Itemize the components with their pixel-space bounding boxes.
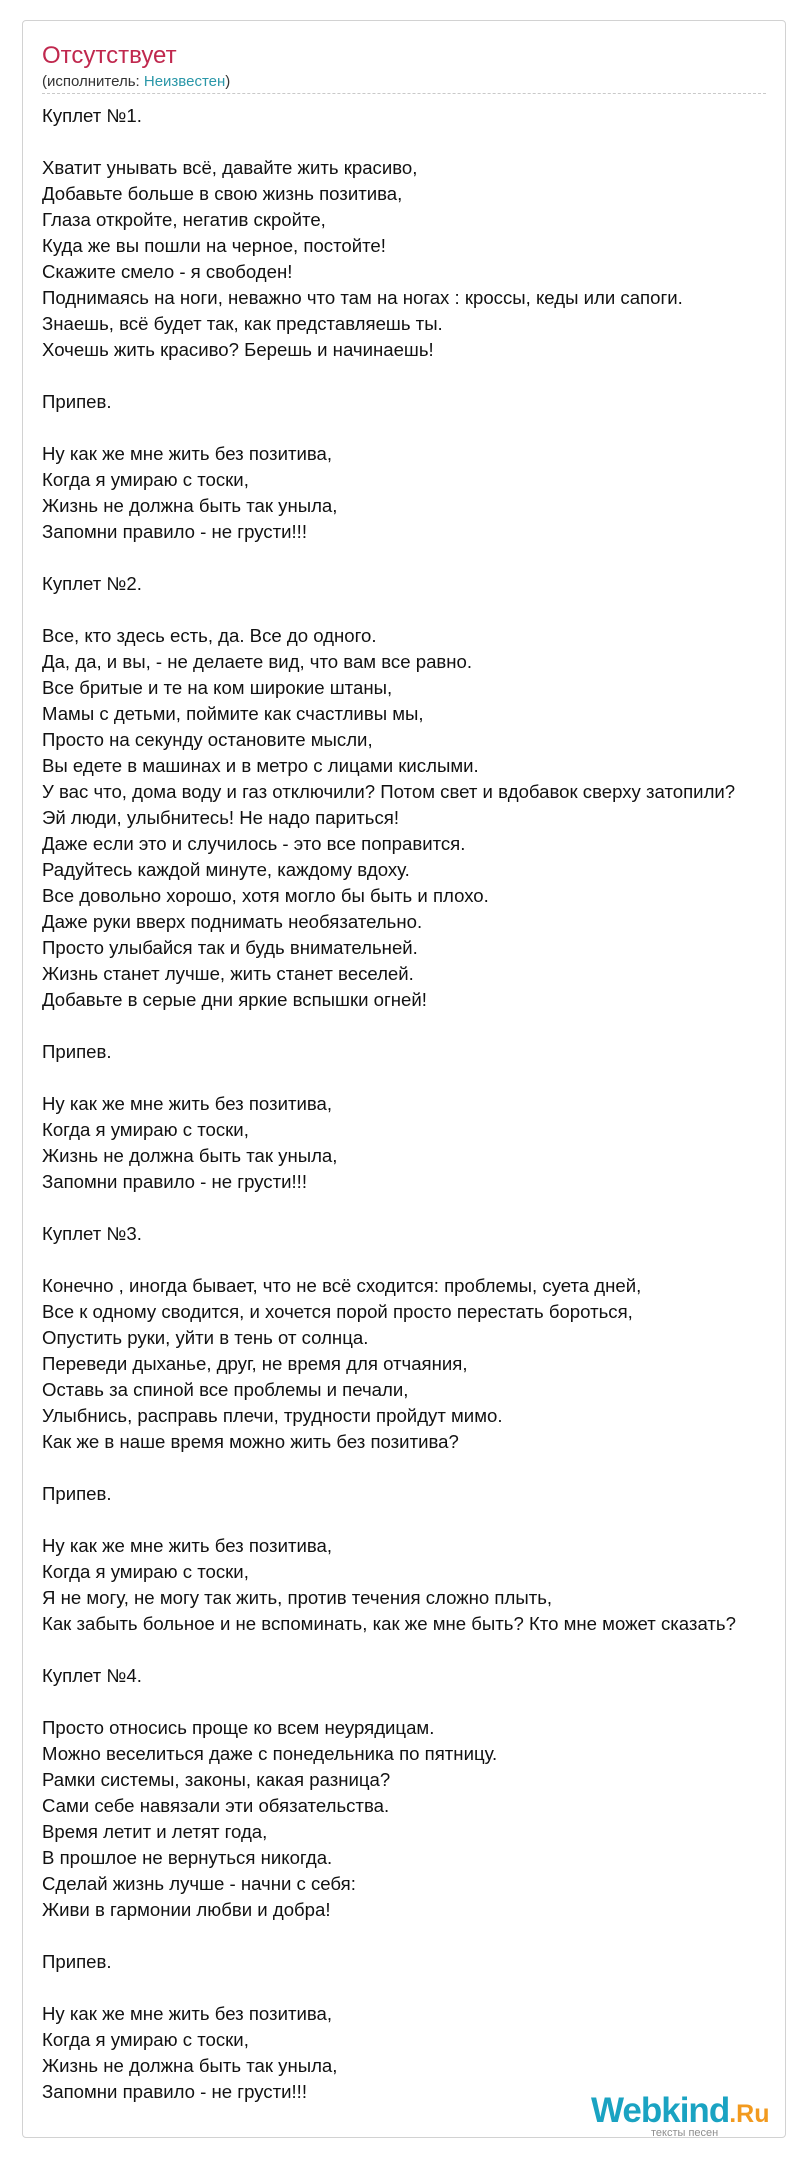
lyric-blank-line	[42, 363, 808, 389]
lyric-line: Как же в наше время можно жить без позитива?	[42, 1431, 459, 1452]
lyric-line: Глаза откройте, негатив скройте,	[42, 209, 326, 230]
lyric-line: Ну как же мне жить без позитива,	[42, 1535, 333, 1556]
lyric-blank-line	[42, 1455, 808, 1481]
lyric-line: Когда я умираю с тоски,	[42, 469, 249, 490]
lyric-line: Куда же вы пошли на черное, постойте!	[42, 235, 386, 256]
lyric-line: Ну как же мне жить без позитива,	[42, 2003, 333, 2024]
performer-suffix: )	[225, 73, 231, 90]
lyric-line: Знаешь, всё будет так, как представляешь ты.	[42, 313, 443, 334]
lyric-blank-line	[42, 1013, 808, 1039]
lyric-line: Запомни правило - не грусти!!!	[42, 521, 307, 542]
lyric-line: Все, кто здесь есть, да. Все до одного.	[42, 625, 377, 646]
lyric-blank-line	[42, 545, 808, 571]
lyric-line: Скажите смело - я свободен!	[42, 261, 293, 282]
lyric-line: Сами себе навязали эти обязательства.	[42, 1795, 390, 1816]
lyric-line: Жизнь станет лучше, жить станет веселей.	[42, 963, 414, 984]
lyric-line: Я не могу, не могу так жить, против течения сложно плыть,	[42, 1587, 553, 1608]
performer-prefix: (исполнитель:	[42, 73, 144, 90]
lyric-line: Поднимаясь на ноги, неважно что там на ногах : кроссы, кеды или сапоги.	[42, 287, 683, 308]
lyric-line: Когда я умираю с тоски,	[42, 1561, 249, 1582]
lyric-line: Когда я умираю с тоски,	[42, 1119, 249, 1140]
lyric-line: Как забыть больное и не вспоминать, как же мне быть? Кто мне может сказать?	[42, 1613, 736, 1634]
lyric-line: Все бритые и те на ком широкие штаны,	[42, 677, 393, 698]
lyric-line: Оставь за спиной все проблемы и печали,	[42, 1379, 409, 1400]
lyric-blank-line	[42, 1507, 808, 1533]
logo-wordmark: Webkind	[591, 2091, 730, 2130]
lyric-line: Вы едете в машинах и в метро с лицами кислыми.	[42, 755, 479, 776]
lyric-line: Время летит и летят года,	[42, 1821, 268, 1842]
lyric-line: Куплет №3.	[42, 1223, 142, 1244]
lyric-line: Добавьте в серые дни яркие вспышки огней!	[42, 989, 427, 1010]
lyric-line: Куплет №2.	[42, 573, 142, 594]
lyric-line: Когда я умираю с тоски,	[42, 2029, 249, 2050]
lyric-line: Припев.	[42, 1483, 112, 1504]
lyric-line: Все довольно хорошо, хотя могло бы быть и плохо.	[42, 885, 489, 906]
lyric-line: В прошлое не вернуться никогда.	[42, 1847, 333, 1868]
lyric-line: Да, да, и вы, - не делаете вид, что вам все равно.	[42, 651, 473, 672]
lyric-blank-line	[42, 1975, 808, 2001]
performer-line	[42, 73, 230, 91]
lyric-blank-line	[42, 1689, 808, 1715]
lyric-line: Даже если это и случилось - это все поправится.	[42, 833, 466, 854]
lyric-line: У вас что, дома воду и газ отключили? Потом свет и вдобавок сверху затопили?	[42, 781, 736, 802]
lyric-blank-line	[42, 1065, 808, 1091]
lyric-blank-line	[42, 1195, 808, 1221]
lyric-line: Живи в гармонии любви и добра!	[42, 1899, 331, 1920]
lyric-line: Хватит унывать всё, давайте жить красиво,	[42, 157, 418, 178]
lyric-line: Улыбнись, расправь плечи, трудности пройдут мимо.	[42, 1405, 503, 1426]
logo-tagline: тексты песен	[651, 2127, 719, 2139]
lyric-line: Жизнь не должна быть так уныла,	[42, 2055, 338, 2076]
lyric-line: Опустить руки, уйти в тень от солнца.	[42, 1327, 369, 1348]
site-logo[interactable]	[591, 2091, 770, 2139]
lyric-line: Можно веселиться даже с понедельника по пятницу.	[42, 1743, 498, 1764]
lyric-line: Радуйтесь каждой минуте, каждому вдоху.	[42, 859, 410, 880]
lyric-line: Все к одному сводится, и хочется порой просто перестать бороться,	[42, 1301, 633, 1322]
lyric-blank-line	[42, 597, 808, 623]
lyric-line: Даже руки вверх поднимать необязательно.	[42, 911, 423, 932]
lyric-line: Ну как же мне жить без позитива,	[42, 1093, 333, 1114]
lyric-line: Просто на секунду остановите мысли,	[42, 729, 373, 750]
lyric-blank-line	[42, 415, 808, 441]
lyric-line: Рамки системы, законы, какая разница?	[42, 1769, 391, 1790]
lyric-line: Жизнь не должна быть так уныла,	[42, 1145, 338, 1166]
artist-link[interactable]: Неизвестен	[143, 73, 226, 90]
lyric-line: Припев.	[42, 1041, 112, 1062]
lyric-line: Куплет №1.	[42, 105, 142, 126]
lyric-line: Конечно , иногда бывает, что не всё сходится: проблемы, суета дней,	[42, 1275, 642, 1296]
song-title: Отсутствует	[42, 42, 177, 69]
lyric-line: Жизнь не должна быть так уныла,	[42, 495, 338, 516]
lyric-blank-line	[42, 1923, 808, 1949]
lyric-line: Просто улыбайся так и будь внимательней.	[42, 937, 418, 958]
lyric-line: Припев.	[42, 1951, 112, 1972]
lyric-line: Запомни правило - не грусти!!!	[42, 1171, 307, 1192]
logo-domain-suffix: .Ru	[729, 2100, 770, 2128]
lyric-line: Переведи дыханье, друг, не время для отчаяния,	[42, 1353, 468, 1374]
lyric-line: Запомни правило - не грусти!!!	[42, 2081, 307, 2102]
lyric-line: Припев.	[42, 391, 112, 412]
lyric-line: Хочешь жить красиво? Берешь и начинаешь!	[42, 339, 434, 360]
lyric-blank-line	[42, 129, 808, 155]
lyric-blank-line	[42, 1247, 808, 1273]
lyric-line: Просто относись проще ко всем неурядицам.	[42, 1717, 435, 1738]
title-divider	[42, 93, 766, 94]
lyric-line: Мамы с детьми, поймите как счастливы мы,	[42, 703, 424, 724]
lyrics-text	[42, 103, 808, 2105]
lyric-line: Добавьте больше в свою жизнь позитива,	[42, 183, 403, 204]
lyric-line: Эй люди, улыбнитесь! Не надо париться!	[42, 807, 400, 828]
lyric-line: Ну как же мне жить без позитива,	[42, 443, 333, 464]
lyric-line: Куплет №4.	[42, 1665, 142, 1686]
lyric-line: Сделай жизнь лучше - начни с себя:	[42, 1873, 356, 1894]
lyric-blank-line	[42, 1637, 808, 1663]
